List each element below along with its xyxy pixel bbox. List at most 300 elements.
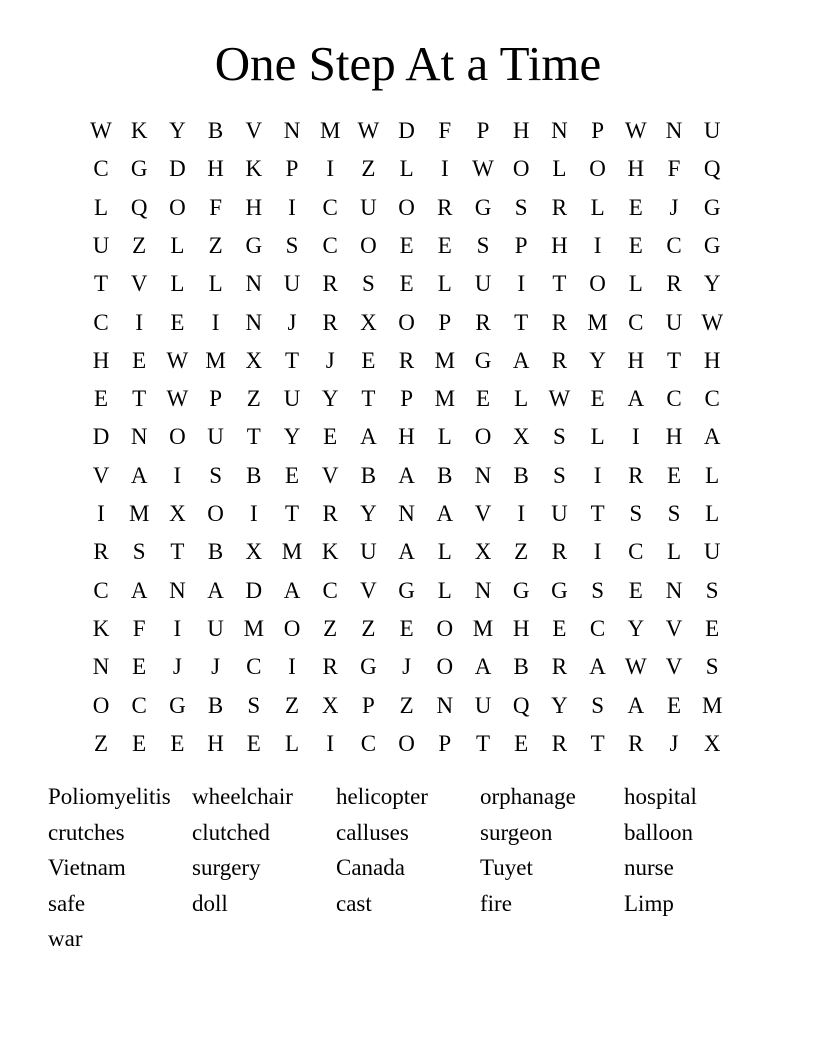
grid-letter: I xyxy=(288,194,296,220)
grid-letter: V xyxy=(665,654,683,680)
grid-letter: J xyxy=(172,654,182,680)
grid-letter: R xyxy=(551,194,568,220)
grid-letter: W xyxy=(548,386,571,412)
grid-letter: M xyxy=(587,309,608,335)
grid-letter: Z xyxy=(93,730,109,756)
grid-letter: I xyxy=(326,156,335,182)
grid-letter: P xyxy=(400,386,413,412)
grid-letter: E xyxy=(132,730,147,756)
grid-letter: E xyxy=(437,232,452,258)
grid-letter: T xyxy=(552,271,567,297)
word-list-item: wheelchair xyxy=(192,784,293,809)
grid-letter: V xyxy=(474,501,492,526)
grid-letter: I xyxy=(97,501,105,526)
grid-letter: R xyxy=(551,539,568,565)
grid-letter: N xyxy=(665,577,683,603)
grid-letter: S xyxy=(361,271,375,297)
grid-letter: V xyxy=(130,271,148,297)
grid-letter: R xyxy=(322,654,338,680)
grid-letter: Y xyxy=(703,271,721,297)
grid-letter: P xyxy=(591,118,604,143)
grid-letter: I xyxy=(631,424,640,450)
page-title: One Step At a Time xyxy=(214,36,602,91)
grid-row xyxy=(82,380,733,418)
word-list-item: cast xyxy=(336,890,372,916)
grid-letter: O xyxy=(436,615,454,641)
grid-row xyxy=(82,648,733,686)
word-list-item: balloon xyxy=(624,819,693,845)
grid-letter: G xyxy=(245,232,263,258)
grid-letter: L xyxy=(284,730,300,756)
grid-letter: R xyxy=(93,539,109,565)
grid-letter: W xyxy=(166,386,189,412)
grid-letter: T xyxy=(246,424,261,450)
grid-letter: A xyxy=(360,424,377,450)
word-list-item: clutched xyxy=(192,819,270,845)
grid-letter: N xyxy=(398,501,415,526)
grid-letter: G xyxy=(130,156,148,182)
grid-letter: G xyxy=(512,577,530,603)
grid-row xyxy=(82,265,733,303)
grid-letter: L xyxy=(437,577,452,603)
grid-letter: E xyxy=(361,347,376,373)
grid-letter: L xyxy=(705,501,720,526)
grid-letter: C xyxy=(704,386,720,412)
grid-letter: J xyxy=(402,654,412,680)
grid-letter: L xyxy=(628,271,643,297)
word-list-item: hospital xyxy=(624,784,697,809)
grid-letter: Z xyxy=(361,615,376,641)
grid-letter: M xyxy=(205,347,226,373)
grid-letter: P xyxy=(514,232,528,258)
grid-letter: L xyxy=(170,271,185,297)
grid-letter: U xyxy=(474,692,492,718)
grid-letter: E xyxy=(246,730,261,756)
grid-letter: I xyxy=(173,462,182,488)
grid-letter: N xyxy=(474,577,492,603)
grid-letter: M xyxy=(701,692,723,718)
grid-letter: H xyxy=(512,118,530,143)
grid-letter: C xyxy=(246,654,262,680)
grid-letter: P xyxy=(285,156,299,182)
grid-letter: T xyxy=(284,347,300,373)
grid-letter: U xyxy=(360,194,377,220)
grid-row xyxy=(82,189,733,227)
grid-letter: R xyxy=(551,309,568,335)
grid-letter: Q xyxy=(703,156,721,182)
grid-letter: H xyxy=(398,424,415,450)
grid-letter: H xyxy=(207,156,224,182)
grid-letter: O xyxy=(92,692,110,718)
grid-letter: O xyxy=(398,730,415,756)
grid-letter: C xyxy=(628,539,644,565)
grid-letter: G xyxy=(474,194,492,220)
grid-letter: B xyxy=(360,462,377,488)
grid-letter: I xyxy=(517,501,526,526)
word-list-item: crutches xyxy=(48,819,125,845)
grid-letter: O xyxy=(436,654,454,680)
grid-letter: T xyxy=(132,386,147,412)
grid-letter: L xyxy=(399,156,414,182)
grid-letter: B xyxy=(246,462,262,488)
grid-letter: Z xyxy=(361,156,376,182)
grid-letter: T xyxy=(475,730,491,756)
grid-letter: T xyxy=(361,386,376,412)
grid-letter: K xyxy=(245,156,263,182)
grid-row xyxy=(82,418,733,456)
grid-letter: Y xyxy=(627,615,645,641)
grid-letter: R xyxy=(322,501,338,526)
grid-letter: E xyxy=(93,386,109,412)
letter-grid xyxy=(82,112,733,762)
grid-row xyxy=(82,112,733,150)
grid-letter: C xyxy=(322,577,338,603)
grid-letter: Y xyxy=(551,692,568,718)
grid-letter: W xyxy=(624,118,647,143)
grid-letter: U xyxy=(92,232,110,258)
grid-letter: M xyxy=(281,539,303,565)
grid-letter: R xyxy=(437,194,453,220)
grid-letter: T xyxy=(284,501,300,526)
grid-letter: O xyxy=(283,615,301,641)
grid-row xyxy=(82,342,733,380)
grid-letter: D xyxy=(245,577,263,603)
grid-letter: N xyxy=(436,692,454,718)
grid-letter: L xyxy=(437,424,452,450)
grid-letter: O xyxy=(589,271,606,297)
grid-letter: M xyxy=(243,615,265,641)
word-list-item: safe xyxy=(48,890,86,916)
grid-letter: I xyxy=(135,309,144,335)
grid-letter: N xyxy=(92,654,110,680)
grid-letter: E xyxy=(705,615,720,641)
grid-letter: W xyxy=(166,347,189,373)
grid-letter: M xyxy=(434,386,456,412)
grid-letter: L xyxy=(93,194,109,220)
grid-letter: B xyxy=(207,539,224,565)
grid-letter: G xyxy=(169,692,186,718)
grid-letter: Z xyxy=(132,232,147,258)
grid-letter: S xyxy=(591,577,604,603)
grid-row xyxy=(82,572,733,610)
grid-letter: N xyxy=(474,462,492,488)
grid-letter: O xyxy=(398,309,415,335)
grid-letter: T xyxy=(590,501,605,526)
grid-letter: C xyxy=(93,156,109,182)
grid-letter: K xyxy=(321,539,339,565)
grid-letter: N xyxy=(551,118,568,143)
grid-letter: Y xyxy=(321,386,339,412)
grid-letter: N xyxy=(245,309,263,335)
grid-letter: S xyxy=(476,232,490,258)
grid-letter: O xyxy=(169,424,186,450)
grid-letter: E xyxy=(284,462,300,488)
grid-letter: D xyxy=(169,156,186,182)
grid-letter: P xyxy=(438,309,452,335)
grid-letter: O xyxy=(589,156,606,182)
word-list-item: surgeon xyxy=(480,819,553,845)
grid-letter: U xyxy=(283,386,301,412)
word-list-item: nurse xyxy=(624,855,674,880)
grid-letter: E xyxy=(399,615,414,641)
grid-letter: E xyxy=(170,309,185,335)
grid-letter: G xyxy=(551,577,568,603)
grid-letter: J xyxy=(669,730,679,756)
grid-letter: R xyxy=(475,309,491,335)
grid-letter: P xyxy=(438,730,452,756)
grid-letter: B xyxy=(207,692,224,718)
grid-letter: C xyxy=(628,309,644,335)
grid-letter: X xyxy=(474,539,492,565)
grid-letter: L xyxy=(590,424,605,450)
grid-letter: W xyxy=(90,118,112,143)
grid-letter: O xyxy=(207,501,224,526)
grid-letter: E xyxy=(514,730,529,756)
grid-letter: F xyxy=(209,194,222,220)
grid-letter: U xyxy=(207,424,224,450)
grid-letter: R xyxy=(398,347,415,373)
grid-letter: Z xyxy=(399,692,414,718)
grid-letter: H xyxy=(665,424,683,450)
grid-letter: Y xyxy=(360,501,377,526)
grid-letter: S xyxy=(247,692,261,718)
grid-letter: U xyxy=(207,615,224,641)
grid-letter: A xyxy=(512,347,530,373)
grid-letter: I xyxy=(173,615,182,641)
grid-letter: U xyxy=(703,118,721,143)
grid-letter: W xyxy=(701,309,724,335)
grid-letter: I xyxy=(249,501,258,526)
grid-letter: A xyxy=(474,654,492,680)
grid-letter: T xyxy=(170,539,185,565)
word-list-item: Tuyet xyxy=(480,855,533,880)
grid-letter: C xyxy=(322,232,338,258)
grid-letter: H xyxy=(92,347,110,373)
grid-letter: I xyxy=(593,232,602,258)
grid-letter: H xyxy=(627,347,645,373)
grid-letter: L xyxy=(208,271,223,297)
grid-letter: I xyxy=(517,271,526,297)
grid-letter: X xyxy=(321,692,339,718)
grid-letter: H xyxy=(512,615,530,641)
grid-letter: I xyxy=(440,156,449,182)
grid-letter: U xyxy=(360,539,377,565)
grid-letter: A xyxy=(627,692,645,718)
grid-letter: F xyxy=(667,156,681,182)
grid-letter: K xyxy=(92,615,110,641)
grid-letter: C xyxy=(360,730,377,756)
grid-letter: C xyxy=(666,232,682,258)
grid-letter: T xyxy=(590,730,605,756)
grid-letter: H xyxy=(703,347,721,373)
grid-letter: E xyxy=(590,386,605,412)
grid-letter: P xyxy=(361,692,375,718)
grid-letter: Y xyxy=(169,118,186,143)
grid-letter: U xyxy=(283,271,301,297)
word-list-item: orphanage xyxy=(480,784,576,809)
grid-letter: O xyxy=(474,424,492,450)
grid-letter: H xyxy=(207,730,224,756)
grid-letter: E xyxy=(628,194,643,220)
grid-letter: V xyxy=(360,577,377,603)
grid-letter: H xyxy=(551,232,568,258)
grid-row xyxy=(82,304,733,342)
word-list-item: doll xyxy=(192,890,228,916)
grid-letter: R xyxy=(551,347,568,373)
grid-letter: L xyxy=(514,386,529,412)
grid-letter: X xyxy=(245,347,263,373)
grid-letter: S xyxy=(552,462,566,488)
grid-letter: E xyxy=(628,577,643,603)
grid-letter: R xyxy=(628,730,644,756)
grid-letter: N xyxy=(245,271,263,297)
grid-letter: E xyxy=(170,730,185,756)
grid-letter: S xyxy=(705,654,719,680)
grid-letter: I xyxy=(326,730,335,756)
grid-letter: C xyxy=(93,577,109,603)
grid-letter: J xyxy=(325,347,335,373)
word-list-item: Poliomyelitis xyxy=(48,784,171,809)
grid-letter: Z xyxy=(208,232,223,258)
grid-letter: U xyxy=(551,501,568,526)
grid-letter: S xyxy=(209,462,222,488)
grid-letter: X xyxy=(360,309,377,335)
grid-letter: N xyxy=(283,118,301,143)
grid-letter: M xyxy=(472,615,494,641)
grid-letter: L xyxy=(437,539,452,565)
grid-letter: Q xyxy=(130,194,148,220)
grid-letter: M xyxy=(319,118,341,143)
grid-letter: R xyxy=(666,271,682,297)
grid-row xyxy=(82,150,733,188)
grid-letter: A xyxy=(627,386,645,412)
grid-letter: E xyxy=(132,347,147,373)
grid-letter: S xyxy=(705,577,719,603)
grid-letter: G xyxy=(398,577,415,603)
grid-row xyxy=(82,687,733,725)
grid-letter: Z xyxy=(323,615,338,641)
grid-letter: A xyxy=(398,539,415,565)
grid-letter: R xyxy=(322,309,338,335)
grid-letter: A xyxy=(703,424,721,450)
grid-letter: X xyxy=(245,539,263,565)
grid-letter: D xyxy=(398,118,415,143)
grid-letter: T xyxy=(93,271,109,297)
grid-letter: F xyxy=(132,615,146,641)
grid-letter: L xyxy=(170,232,185,258)
grid-letter: C xyxy=(589,615,606,641)
grid-letter: M xyxy=(434,347,456,373)
grid-letter: P xyxy=(476,118,490,143)
grid-letter: G xyxy=(703,232,721,258)
grid-letter: T xyxy=(666,347,682,373)
grid-letter: U xyxy=(474,271,492,297)
word-list-item: war xyxy=(48,926,83,951)
grid-row xyxy=(82,227,733,265)
grid-letter: V xyxy=(245,118,263,143)
word-list-item: Vietnam xyxy=(48,855,126,880)
grid-letter: X xyxy=(512,424,530,450)
grid-letter: I xyxy=(211,309,220,335)
grid-letter: A xyxy=(589,654,606,680)
grid-letter: A xyxy=(207,577,224,603)
grid-letter: L xyxy=(552,156,567,182)
word-list-item: Canada xyxy=(336,855,405,880)
grid-letter: M xyxy=(128,501,150,526)
grid-letter: N xyxy=(665,118,683,143)
grid-letter: X xyxy=(169,501,186,526)
grid-letter: B xyxy=(207,118,224,143)
grid-letter: R xyxy=(322,271,338,297)
grid-letter: C xyxy=(93,309,109,335)
grid-letter: E xyxy=(399,232,414,258)
grid-letter: E xyxy=(475,386,491,412)
grid-letter: E xyxy=(323,424,338,450)
grid-letter: O xyxy=(512,156,530,182)
grid-letter: C xyxy=(666,386,682,412)
grid-letter: Y xyxy=(283,424,301,450)
grid-letter: V xyxy=(92,462,110,488)
word-list xyxy=(48,779,768,959)
grid-letter: C xyxy=(131,692,147,718)
grid-letter: P xyxy=(209,386,222,412)
word-list-item: calluses xyxy=(336,819,409,845)
word-list-item: fire xyxy=(480,890,512,916)
grid-letter: J xyxy=(669,194,679,220)
grid-letter: E xyxy=(666,462,682,488)
grid-letter: Z xyxy=(514,539,529,565)
grid-letter: X xyxy=(703,730,721,756)
grid-letter: J xyxy=(287,309,297,335)
word-list-item: surgery xyxy=(192,855,261,880)
grid-letter: S xyxy=(514,194,528,220)
grid-row xyxy=(82,610,733,648)
grid-letter: V xyxy=(321,462,339,488)
grid-letter: L xyxy=(437,271,452,297)
grid-letter: A xyxy=(130,462,148,488)
grid-letter: Z xyxy=(284,692,300,718)
grid-letter: D xyxy=(92,424,110,450)
grid-letter: E xyxy=(132,654,147,680)
grid-letter: H xyxy=(245,194,263,220)
grid-letter: I xyxy=(288,654,296,680)
grid-row xyxy=(82,725,733,763)
grid-letter: B xyxy=(513,654,529,680)
grid-row xyxy=(82,457,733,495)
word-list-item: Limp xyxy=(624,890,674,916)
grid-letter: K xyxy=(130,118,148,143)
grid-letter: S xyxy=(629,501,643,526)
grid-letter: O xyxy=(169,194,186,220)
grid-letter: O xyxy=(360,232,377,258)
grid-row xyxy=(82,495,733,533)
grid-letter: B xyxy=(513,462,529,488)
grid-letter: G xyxy=(474,347,492,373)
grid-letter: F xyxy=(438,118,452,143)
grid-letter: S xyxy=(667,501,681,526)
grid-letter: V xyxy=(665,615,683,641)
grid-letter: U xyxy=(665,309,683,335)
grid-letter: I xyxy=(593,539,602,565)
grid-letter: W xyxy=(624,654,647,680)
grid-letter: E xyxy=(399,271,414,297)
grid-letter: E xyxy=(552,615,567,641)
grid-letter: U xyxy=(703,539,721,565)
grid-letter: W xyxy=(357,118,380,143)
grid-letter: L xyxy=(666,539,682,565)
grid-letter: T xyxy=(514,309,529,335)
grid-letter: R xyxy=(551,730,568,756)
